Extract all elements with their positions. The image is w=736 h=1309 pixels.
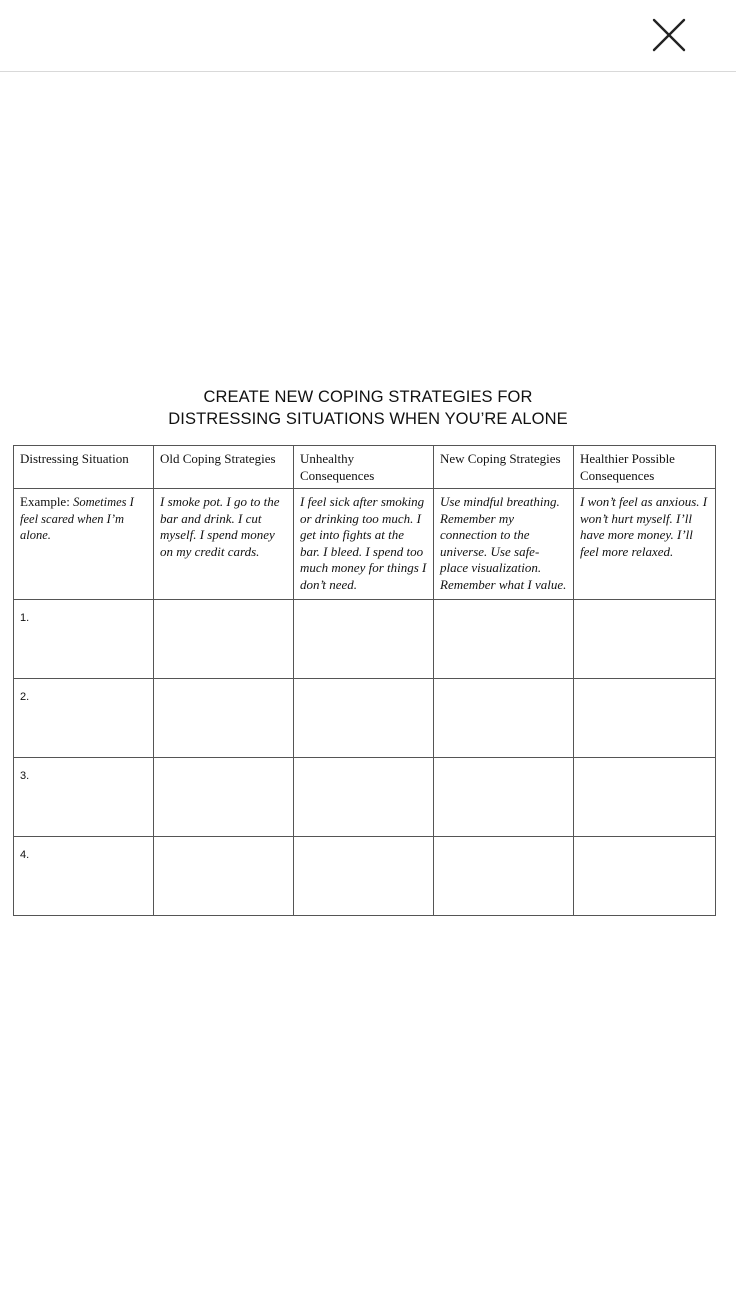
- example-situation-text: Sometimes I feel scared when I’m alone.: [20, 495, 134, 542]
- header-unhealthy-consequences: Unhealthy Consequences: [294, 446, 434, 489]
- example-healthier-consequences: I won’t feel as anxious. I won’t hurt myself. I’ll have more money. I’ll feel more relaxed.: [574, 489, 716, 600]
- blank-cell: [154, 758, 294, 837]
- close-button[interactable]: [648, 14, 690, 56]
- blank-cell: [574, 837, 716, 916]
- viewer-top-bar: [0, 0, 736, 72]
- header-old-coping-strategies: Old Coping Strategies: [154, 446, 294, 489]
- blank-cell: [294, 679, 434, 758]
- example-situation-cell: [14, 489, 154, 600]
- blank-cell: [574, 679, 716, 758]
- blank-cell: [434, 837, 574, 916]
- example-new-strategies: Use mindful breathing. Remember my connection to the universe. Use safe-place visualization. Remember what I value.: [434, 489, 574, 600]
- table-row: [14, 837, 716, 916]
- blank-cell: [574, 758, 716, 837]
- coping-strategies-table: [13, 445, 716, 916]
- blank-cell: [294, 600, 434, 679]
- worksheet-image: [0, 372, 736, 861]
- blank-cell: [294, 837, 434, 916]
- table-header-row: [14, 446, 716, 489]
- row-number: 1.: [14, 600, 154, 679]
- worksheet-title: [0, 386, 736, 430]
- example-label: Example:: [20, 494, 74, 509]
- table-row: [14, 758, 716, 837]
- row-number: 2.: [14, 679, 154, 758]
- blank-cell: [154, 837, 294, 916]
- blank-cell: [434, 679, 574, 758]
- blank-cell: [434, 600, 574, 679]
- worksheet-title-line-1: CREATE NEW COPING STRATEGIES FOR: [203, 388, 533, 406]
- header-new-coping-strategies: New Coping Strategies: [434, 446, 574, 489]
- blank-cell: [574, 600, 716, 679]
- blank-cell: [154, 679, 294, 758]
- blank-cell: [294, 758, 434, 837]
- header-healthier-consequences: Healthier Possible Consequences: [574, 446, 716, 489]
- worksheet-title-line-2: DISTRESSING SITUATIONS WHEN YOU’RE ALONE: [168, 410, 568, 428]
- close-icon: [648, 14, 690, 56]
- row-number: 4.: [14, 837, 154, 916]
- blank-cell: [154, 600, 294, 679]
- example-row: [14, 489, 716, 600]
- blank-cell: [434, 758, 574, 837]
- example-old-strategies: I smoke pot. I go to the bar and drink. I cut myself. I spend money on my credit cards.: [154, 489, 294, 600]
- table-row: [14, 600, 716, 679]
- example-unhealthy-consequences: I feel sick after smoking or drinking too much. I get into fights at the bar. I bleed. I spend too much money for things I don’t need.: [294, 489, 434, 600]
- row-number: 3.: [14, 758, 154, 837]
- table-row: [14, 679, 716, 758]
- header-distressing-situation: Distressing Situation: [14, 446, 154, 489]
